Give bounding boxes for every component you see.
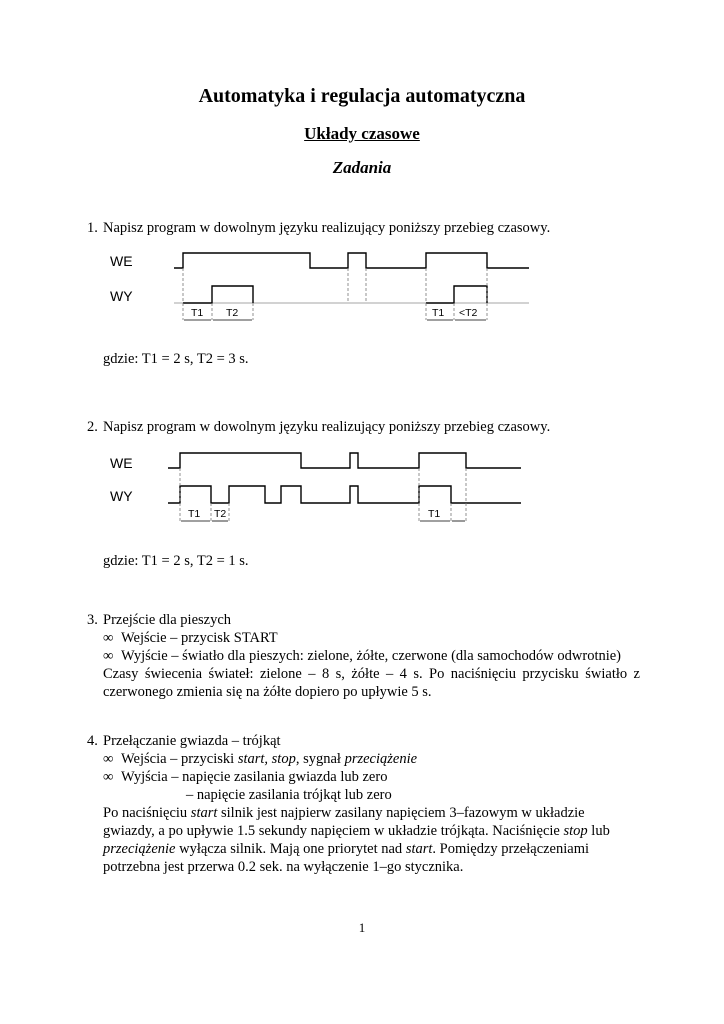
page-subtitle: Układy czasowe (304, 124, 420, 143)
task-2-text: Napisz program w dowolnym języku realizujący poniższy przebieg czasowy. (103, 419, 551, 435)
task-2-guides (180, 468, 466, 521)
task-1-note: gdzie: T1 = 2 s, T2 = 3 s. (103, 351, 249, 367)
task-2-we-label: WE (110, 455, 133, 471)
task-4-number: 4. (87, 733, 98, 749)
task-2-we-waveform (168, 453, 521, 468)
task-2-label-t2: T2 (214, 508, 227, 520)
task-3-bullet-2: Wyjście – światło dla pieszych: zielone, żółte, czerwone (dla samochodów odwrotnie) (121, 648, 622, 664)
task-4-para-line-2: gwiazdy, a po upływie 1.5 sekundy napięciem w układzie trójkąta. Naciśnięcie stop lub (103, 823, 610, 839)
task-2-number: 2. (87, 419, 98, 435)
task-4-para-line-1: Po naciśnięciu start silnik jest najpierw zasilany napięciem 3–fazowym w układzie (103, 805, 585, 821)
task-4-bullet-2-cont: – napięcie zasilania trójkąt lub zero (186, 787, 392, 803)
task-2-note: gdzie: T1 = 2 s, T2 = 1 s. (103, 553, 249, 569)
task-3-bullet-1-icon: ∞ (103, 630, 114, 646)
section-heading: Zadania (332, 158, 392, 177)
page-number: 1 (358, 920, 366, 935)
task-4-bullet-2: Wyjścia – napięcie zasilania gwiazda lub zero (121, 769, 388, 785)
task-3-number: 3. (87, 612, 98, 628)
task-1-wy-label: WY (110, 288, 133, 304)
task-1-wy-waveform-2 (426, 286, 487, 303)
task-2-label-t1b: T1 (428, 508, 441, 520)
task-1-number: 1. (87, 220, 98, 236)
task-4-title: Przełączanie gwiazda – trójkąt (103, 733, 281, 749)
task-1-label-lt-t2: <T2 (459, 307, 478, 319)
task-4-bullet-2-icon: ∞ (103, 769, 114, 785)
task-1-label-t1b: T1 (432, 307, 445, 319)
task-1-label-t1: T1 (191, 307, 204, 319)
task-1-wy-waveform (183, 286, 253, 303)
task-2-wy-label: WY (110, 488, 133, 504)
task-1-text: Napisz program w dowolnym języku realizujący poniższy przebieg czasowy. (103, 220, 551, 236)
task-4-para-line-4: potrzebna jest przerwa 0.2 sek. na wyłączenie 1–go stycznika. (103, 859, 464, 875)
task-3-bullet-1: Wejście – przycisk START (121, 630, 278, 646)
task-2-wy-waveform (168, 486, 521, 503)
task-1-we-label: WE (110, 253, 133, 269)
task-1-we-waveform (174, 253, 529, 268)
task-4-bullet-1-icon: ∞ (103, 751, 114, 767)
task-4-para-line-3: przeciążenie wyłącza silnik. Mają one priorytet nad start. Pomiędzy przełączeniami (103, 841, 590, 857)
task-1-label-t2: T2 (226, 307, 239, 319)
task-3-bullet-2-icon: ∞ (103, 648, 114, 664)
page-title: Automatyka i regulacja automatyczna (198, 85, 526, 107)
task-4-bullet-1: Wejścia – przyciski start, stop, sygnał przeciążenie (121, 751, 418, 767)
task-3-title: Przejście dla pieszych (103, 612, 232, 628)
task-2-label-t1: T1 (188, 508, 201, 520)
task-1-guides (183, 268, 487, 320)
task-3-paragraph: Czasy świecenia świateł: zielone – 8 s, żółte – 4 s. Po naciśnięciu przycisku światło z czerwonego zmienia się na żółte dopiero po upływie 5 s. (103, 666, 640, 700)
